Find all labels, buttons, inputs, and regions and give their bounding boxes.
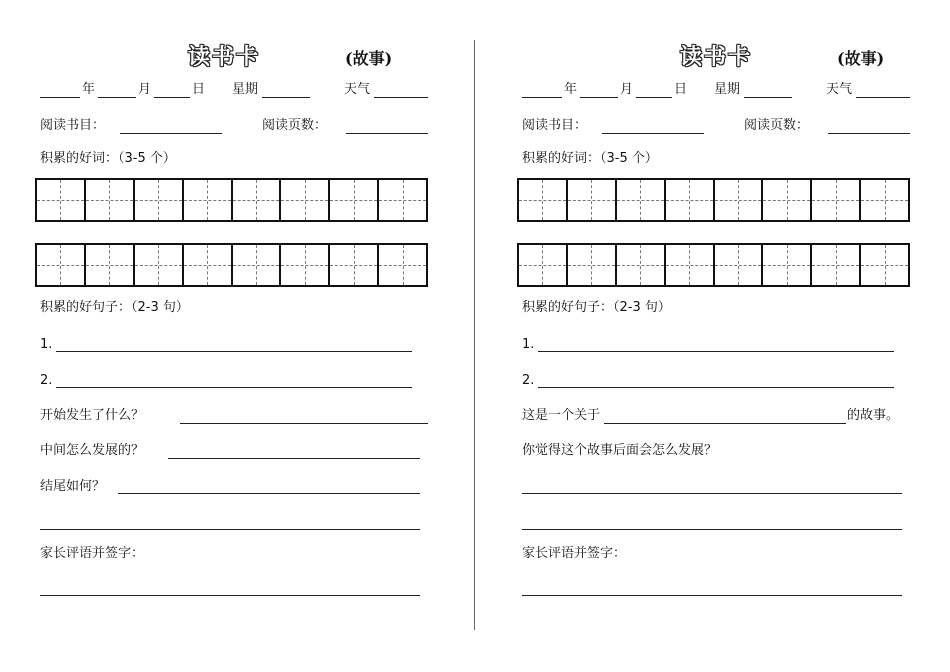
month-label: 月 (620, 82, 634, 97)
card-subtitle: (故事) (345, 49, 393, 68)
card-title: 读书卡 (188, 45, 261, 70)
month-label: 月 (138, 82, 152, 97)
weekday-label: 星期 (714, 82, 741, 97)
reading-card-right (482, 0, 950, 672)
sentences-label: 积累的好句子：（2-3 句） (40, 300, 189, 315)
weekday-blank[interactable] (262, 97, 310, 98)
question-start: 开始发生了什么？ (40, 408, 145, 423)
question-end: 结尾如何？ (40, 479, 106, 494)
pages-blank[interactable] (828, 133, 910, 134)
parent-comment-label: 家长评语并签字： (40, 546, 145, 561)
day-label: 日 (192, 82, 206, 97)
question-end-blank[interactable] (118, 493, 420, 494)
card-subtitle: (故事) (837, 49, 885, 68)
word-grid-1[interactable] (35, 178, 428, 222)
card-title: 读书卡 (680, 45, 753, 70)
sentence-2-blank[interactable] (538, 387, 894, 388)
sentence-1-blank[interactable] (56, 351, 412, 352)
about-blank[interactable] (604, 423, 846, 424)
future-blank-1[interactable] (522, 493, 902, 494)
words-label: 积累的好词：（3-5 个） (40, 151, 176, 166)
word-grid-1[interactable] (517, 178, 910, 222)
year-blank[interactable] (522, 97, 562, 98)
question-start-blank[interactable] (180, 423, 428, 424)
weather-label: 天气 (826, 82, 853, 97)
sentences-label: 积累的好句子：（2-3 句） (522, 300, 671, 315)
word-grid-2[interactable] (35, 243, 428, 287)
center-divider (474, 40, 475, 630)
pages-blank[interactable] (346, 133, 428, 134)
day-blank[interactable] (154, 97, 190, 98)
question-future: 你觉得这个故事后面会怎么发展？ (522, 443, 718, 458)
word-grid-2[interactable] (517, 243, 910, 287)
question-middle-blank[interactable] (168, 458, 420, 459)
weekday-blank[interactable] (744, 97, 792, 98)
parent-comment-blank[interactable] (522, 595, 902, 596)
about-prefix: 这是一个关于 (522, 408, 601, 423)
parent-comment-blank[interactable] (40, 595, 420, 596)
day-blank[interactable] (636, 97, 672, 98)
sentence-2-number: 2. (522, 373, 535, 388)
about-suffix: 的故事。 (847, 408, 900, 423)
future-blank-2[interactable] (522, 529, 902, 530)
book-title-label: 阅读书目： (40, 118, 106, 133)
weather-blank[interactable] (374, 97, 428, 98)
pages-label: 阅读页数： (262, 118, 328, 133)
weather-blank[interactable] (856, 97, 910, 98)
year-label: 年 (82, 82, 96, 97)
question-middle: 中间怎么发展的？ (40, 443, 145, 458)
pages-label: 阅读页数： (744, 118, 810, 133)
book-title-label: 阅读书目： (522, 118, 588, 133)
extra-blank[interactable] (40, 529, 420, 530)
weekday-label: 星期 (232, 82, 259, 97)
sentence-1-number: 1. (522, 337, 535, 352)
month-blank[interactable] (580, 97, 618, 98)
day-label: 日 (674, 82, 688, 97)
words-label: 积累的好词：（3-5 个） (522, 151, 658, 166)
year-blank[interactable] (40, 97, 80, 98)
year-label: 年 (564, 82, 578, 97)
sentence-1-blank[interactable] (538, 351, 894, 352)
parent-comment-label: 家长评语并签字： (522, 546, 627, 561)
book-title-blank[interactable] (602, 133, 704, 134)
sentence-1-number: 1. (40, 337, 53, 352)
book-title-blank[interactable] (120, 133, 222, 134)
sentence-2-blank[interactable] (56, 387, 412, 388)
sentence-2-number: 2. (40, 373, 53, 388)
month-blank[interactable] (98, 97, 136, 98)
weather-label: 天气 (344, 82, 371, 97)
